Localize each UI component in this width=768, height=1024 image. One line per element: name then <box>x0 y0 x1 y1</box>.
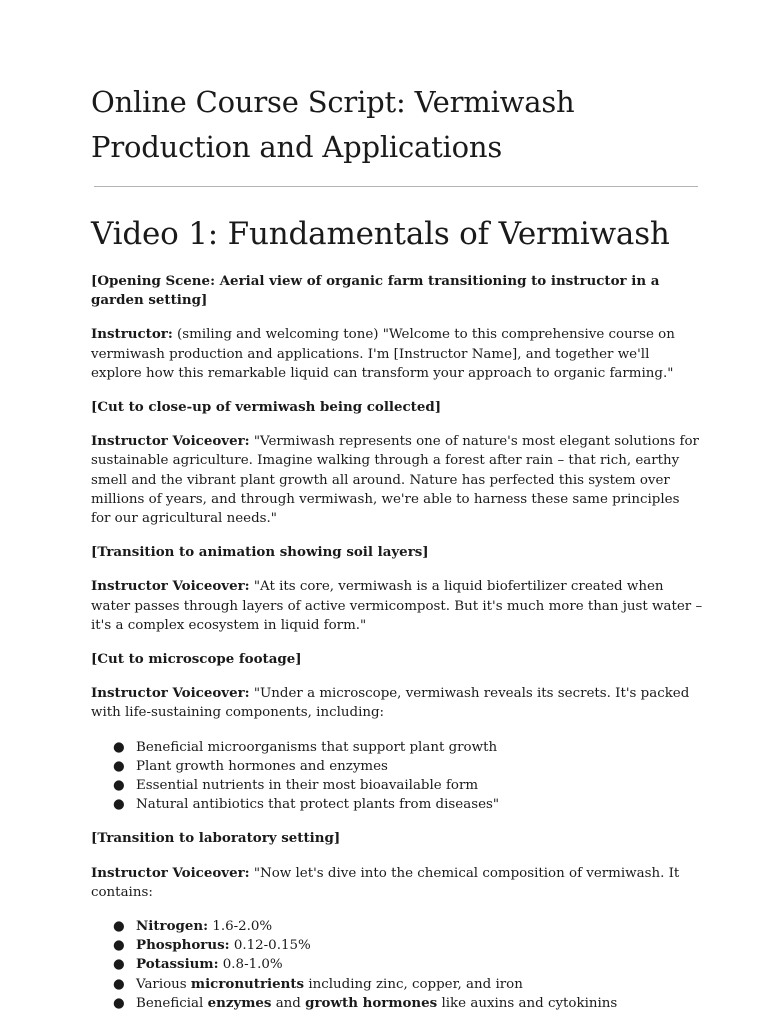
title-divider <box>94 186 698 187</box>
speaker-label: Instructor Voiceover: <box>91 685 250 702</box>
composition-list <box>91 917 703 1013</box>
scene-direction-closeup: [Cut to close-up of vermiwash being collected] <box>91 399 442 416</box>
speaker-label: Instructor Voiceover: <box>91 864 250 881</box>
list-item-text: Beneficial microorganisms that support plant growth <box>136 739 498 755</box>
text-middle: and <box>271 995 306 1011</box>
speaker-label: Instructor: <box>91 326 173 343</box>
dialogue-text: "Now let's dive into the chemical composition of vermiwash. It contains: <box>91 865 680 900</box>
bullet-icon: ● <box>113 938 125 954</box>
list-item <box>91 795 703 814</box>
bullet-icon: ● <box>113 995 125 1011</box>
voiceover-paragraph <box>91 864 703 902</box>
nutrient-value: 0.12-0.15% <box>229 938 311 954</box>
nutrient-label: Potassium: <box>136 956 219 973</box>
voiceover-paragraph <box>91 577 703 635</box>
emphasis-text: enzymes <box>207 994 272 1011</box>
text-prefix: Beneficial <box>136 995 208 1011</box>
list-item-potassium <box>91 955 703 974</box>
list-item-phosphorus <box>91 936 703 955</box>
text-suffix: including zinc, copper, and iron <box>304 976 523 992</box>
list-item-enzymes <box>91 994 703 1013</box>
list-item <box>91 738 703 757</box>
nutrient-value: 0.8-1.0% <box>218 957 283 973</box>
dialogue-text: "Vermiwash represents one of nature's most elegant solutions for sustainable agriculture. Imagine walking through a forest after rain – that rich, earthy smell and the vibrant plant growth all around. Nature has perfected this system over millions of years, and through vermiwash, we're able to harness these same principles for our agricultural needs." <box>91 434 699 527</box>
bullet-icon: ● <box>113 919 125 935</box>
scene-direction-opening: [Opening Scene: Aerial view of organic farm transitioning to instructor in a garden setting] <box>91 273 660 309</box>
dialogue-text: "Under a microscope, vermiwash reveals its secrets. It's packed with life-sustaining components, including: <box>91 686 690 721</box>
dialogue-text: (smiling and welcoming tone) "Welcome to this comprehensive course on vermiwash production and applications. I'm [Instructor Name], and together we'll explore how this remarkable liquid can transform your approach to organic farming." <box>91 327 675 381</box>
bullet-icon: ● <box>113 976 125 992</box>
list-item <box>91 757 703 776</box>
components-list <box>91 738 703 815</box>
dialogue-text: "At its core, vermiwash is a liquid biofertilizer created when water passes through layers of active vermicompost. But it's much more than just water – it's a complex ecosystem in liquid form." <box>91 579 703 633</box>
list-item-micronutrients <box>91 975 703 994</box>
scene-direction-laboratory: [Transition to laboratory setting] <box>91 830 341 847</box>
script-body <box>91 272 703 1013</box>
scene-direction-microscope: [Cut to microscope footage] <box>91 651 302 668</box>
bullet-icon: ● <box>113 957 125 973</box>
scene-direction-animation: [Transition to animation showing soil layers] <box>91 544 429 561</box>
voiceover-paragraph <box>91 432 703 528</box>
list-item <box>91 776 703 795</box>
video-title: Video 1: Fundamentals of Vermiwash <box>91 216 670 252</box>
text-suffix: like auxins and cytokinins <box>437 995 618 1011</box>
nutrient-value: 1.6-2.0% <box>208 919 273 935</box>
list-item-text: Essential nutrients in their most bioavailable form <box>136 778 479 794</box>
list-item-text: Natural antibiotics that protect plants from diseases" <box>136 797 500 813</box>
speaker-label: Instructor Voiceover: <box>91 433 250 450</box>
voiceover-paragraph <box>91 684 703 722</box>
list-item-nitrogen <box>91 917 703 936</box>
nutrient-label: Phosphorus: <box>136 937 230 954</box>
bullet-icon: ● <box>113 778 125 794</box>
emphasis-text: growth hormones <box>305 994 438 1011</box>
bullet-icon: ● <box>113 797 125 813</box>
text-prefix: Various <box>136 976 191 992</box>
bullet-icon: ● <box>113 739 125 755</box>
instructor-paragraph <box>91 325 703 383</box>
bullet-icon: ● <box>113 758 125 774</box>
nutrient-label: Nitrogen: <box>136 918 209 935</box>
emphasis-text: micronutrients <box>190 975 305 992</box>
list-item-text: Plant growth hormones and enzymes <box>136 758 388 774</box>
document-title: Online Course Script: Vermiwash Production and Applications <box>91 85 575 164</box>
speaker-label: Instructor Voiceover: <box>91 578 250 595</box>
